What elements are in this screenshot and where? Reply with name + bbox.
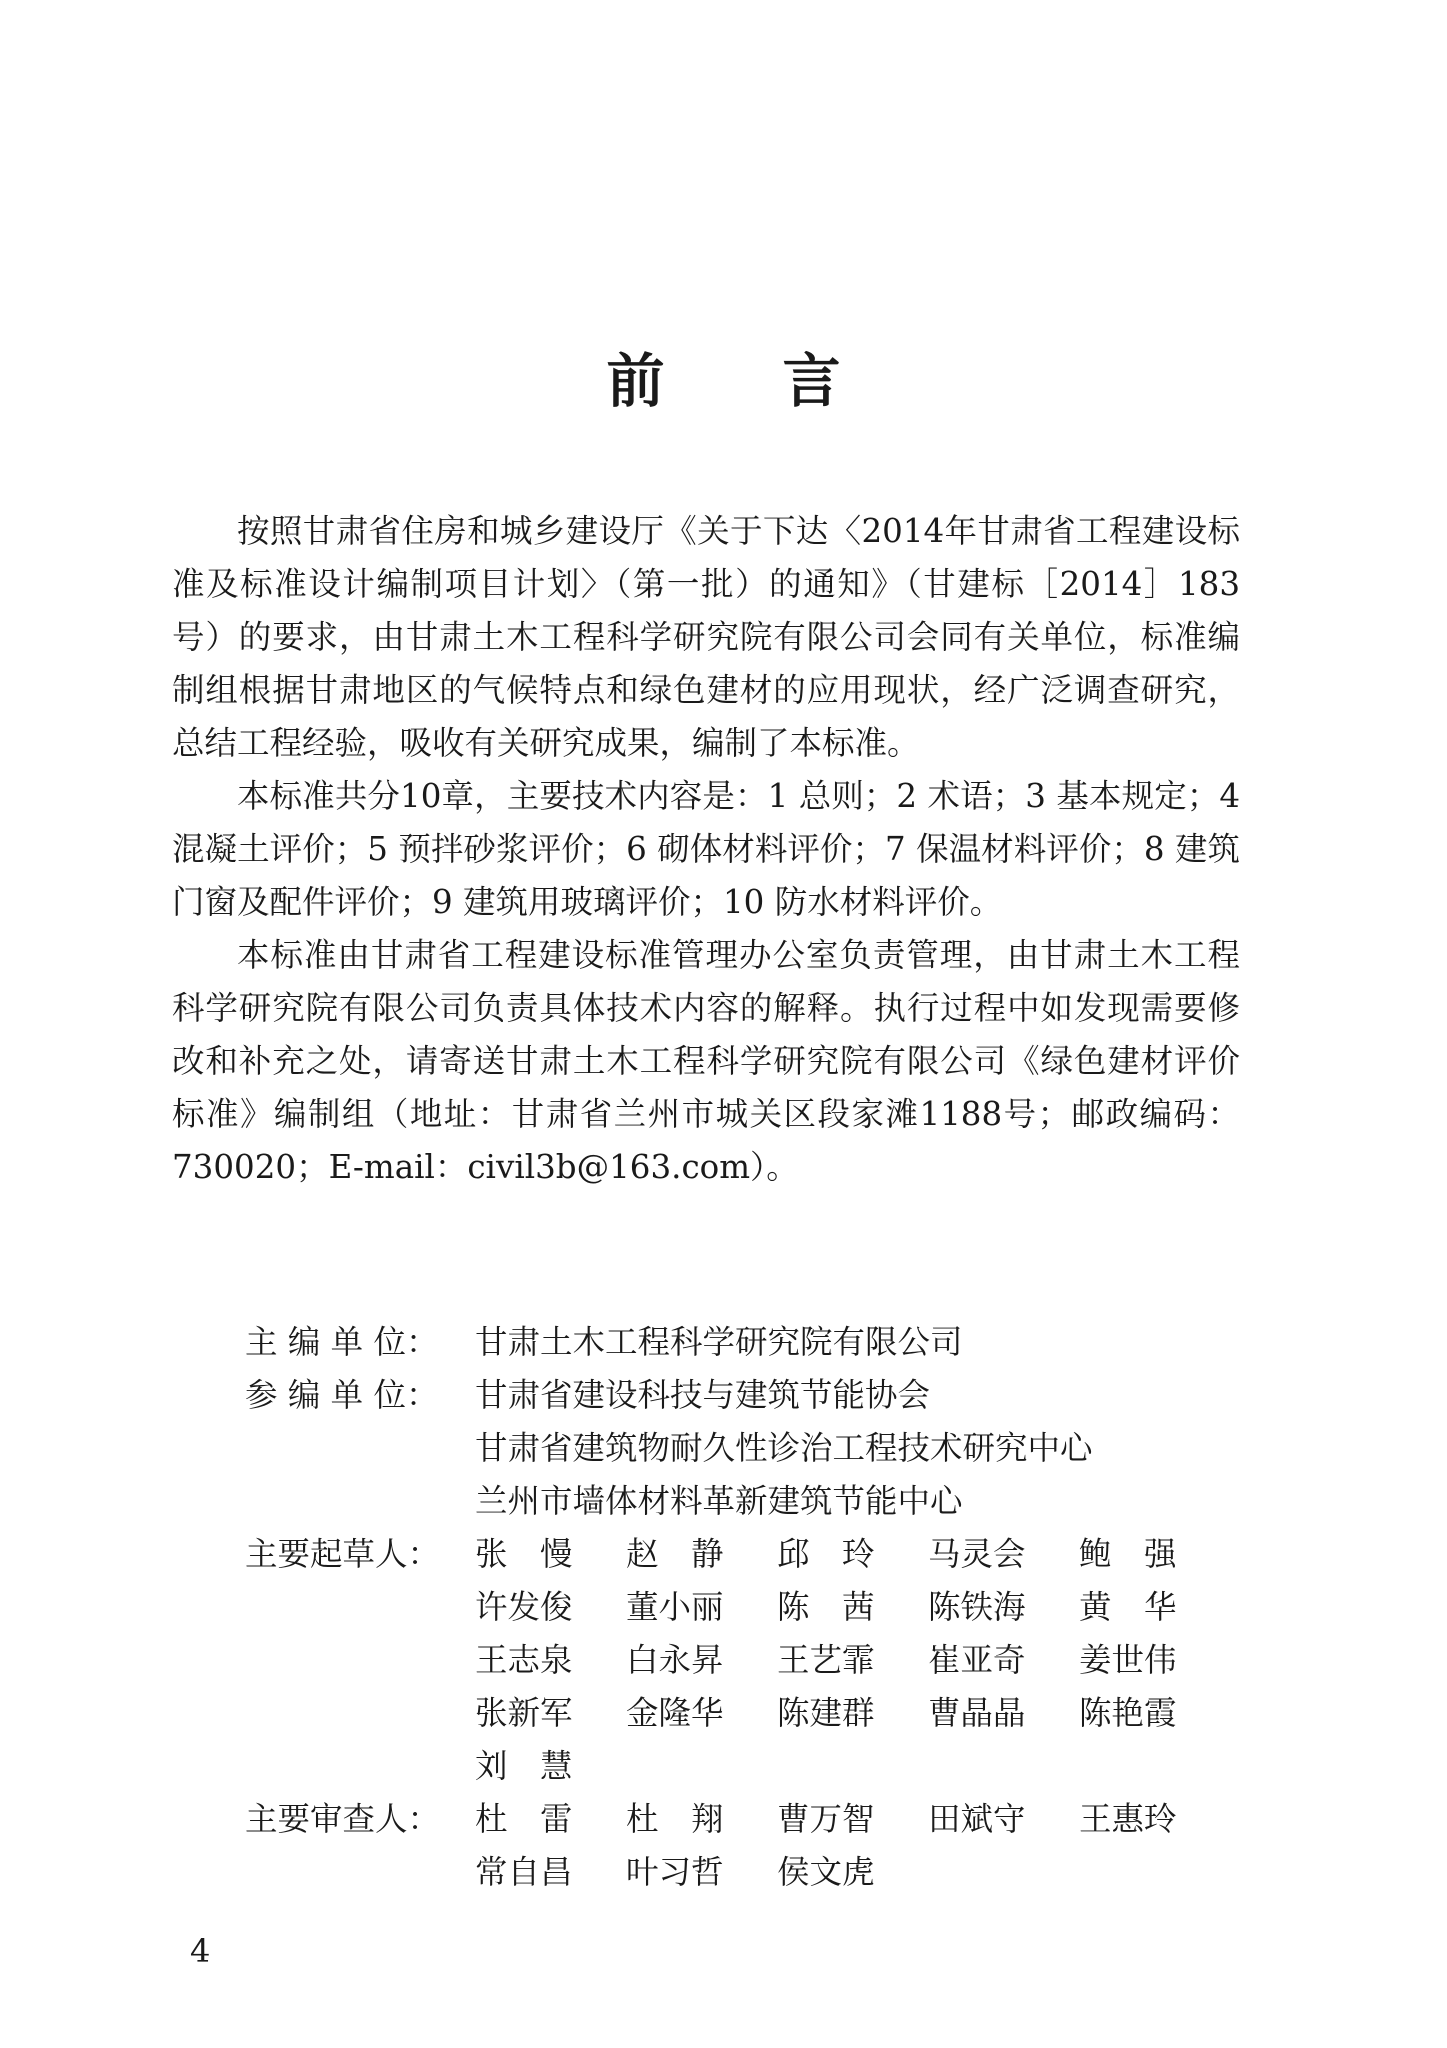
chief-unit-label: 主 编 单 位： <box>245 1323 439 1361</box>
title-char-1: 前 <box>606 347 665 415</box>
drafter-name: 邱 玲 <box>777 1535 875 1573</box>
participating-unit: 兰州市墙体材料革新建筑节能中心 <box>475 1482 963 1520</box>
participating-units-label: 参 编 单 位： <box>245 1376 439 1414</box>
drafter-name: 赵 静 <box>626 1535 724 1573</box>
drafter-name: 陈建群 <box>777 1694 875 1732</box>
drafter-name: 金隆华 <box>626 1694 724 1732</box>
drafter-name: 陈艳霞 <box>1079 1694 1177 1732</box>
chief-unit: 甘肃土木工程科学研究院有限公司 <box>475 1323 963 1361</box>
drafters-row <box>245 1528 1230 1793</box>
reviewer-name: 常自昌 <box>475 1853 573 1891</box>
drafter-name: 姜世伟 <box>1079 1641 1177 1679</box>
drafter-name: 张新军 <box>475 1694 573 1732</box>
drafter-name: 王志泉 <box>475 1641 573 1679</box>
page-title <box>0 347 1447 415</box>
drafter-name: 陈 茜 <box>777 1588 875 1626</box>
drafters-list <box>475 1528 1230 1793</box>
drafter-name: 陈铁海 <box>928 1588 1026 1626</box>
paragraph: 本标准共分10章，主要技术内容是：1 总则；2 术语；3 基本规定；4 混凝土评价；5 预拌砂浆评价；6 砌体材料评价；7 保温材料评价；8 建筑门窗及配件评价；9 建筑用玻璃评价；10 防水材料评价。 <box>172 777 1240 921</box>
preface-body <box>172 505 1240 1194</box>
drafter-name: 刘 慧 <box>475 1747 573 1785</box>
reviewer-name: 曹万智 <box>777 1800 875 1838</box>
drafter-name: 崔亚奇 <box>928 1641 1026 1679</box>
participating-unit: 甘肃省建设科技与建筑节能协会 <box>475 1376 931 1414</box>
reviewers-label: 主要审查人： <box>245 1800 441 1838</box>
credits-section <box>245 1316 1230 1899</box>
title-char-2: 言 <box>782 347 841 415</box>
paragraph: 本标准由甘肃省工程建设标准管理办公室负责管理，由甘肃土木工程科学研究院有限公司负责具体技术内容的解释。执行过程中如发现需要修改和补充之处，请寄送甘肃土木工程科学研究院有限公司《绿色建材评价标准》编制组（地址：甘肃省兰州市城关区段家滩1188号；邮政编码：730020；E-mail：civil3b@163.com）。 <box>172 936 1240 1186</box>
reviewers-list <box>475 1793 1230 1899</box>
reviewer-name: 杜 雷 <box>475 1800 573 1838</box>
reviewer-name: 田斌守 <box>928 1800 1026 1838</box>
drafter-name: 鲍 强 <box>1079 1535 1177 1573</box>
participating-units-row <box>245 1369 1230 1528</box>
participating-unit: 甘肃省建筑物耐久性诊治工程技术研究中心 <box>475 1429 1093 1467</box>
drafter-name: 曹晶晶 <box>928 1694 1026 1732</box>
reviewer-name: 侯文虎 <box>777 1853 875 1891</box>
reviewer-name: 杜 翔 <box>626 1800 724 1838</box>
drafter-name: 马灵会 <box>928 1535 1026 1573</box>
drafter-name: 白永昇 <box>626 1641 724 1679</box>
reviewers-row <box>245 1793 1230 1899</box>
chief-unit-row <box>245 1316 1230 1369</box>
paragraph: 按照甘肃省住房和城乡建设厅《关于下达〈2014年甘肃省工程建设标准及标准设计编制项目计划〉（第一批）的通知》（甘建标［2014］183号）的要求，由甘肃土木工程科学研究院有限公司会同有关单位，标准编制组根据甘肃地区的气候特点和绿色建材的应用现状，经广泛调查研究，总结工程经验，吸收有关研究成果，编制了本标准。 <box>172 512 1240 762</box>
page-number: 4 <box>190 1932 211 1970</box>
drafter-name: 黄 华 <box>1079 1588 1177 1626</box>
reviewer-name: 叶习哲 <box>626 1853 724 1891</box>
drafter-name: 董小丽 <box>626 1588 724 1626</box>
drafter-name: 王艺霏 <box>777 1641 875 1679</box>
reviewer-name: 王惠玲 <box>1079 1800 1177 1838</box>
drafters-label: 主要起草人： <box>245 1535 441 1573</box>
drafter-name: 许发俊 <box>475 1588 573 1626</box>
drafter-name: 张 慢 <box>475 1535 573 1573</box>
